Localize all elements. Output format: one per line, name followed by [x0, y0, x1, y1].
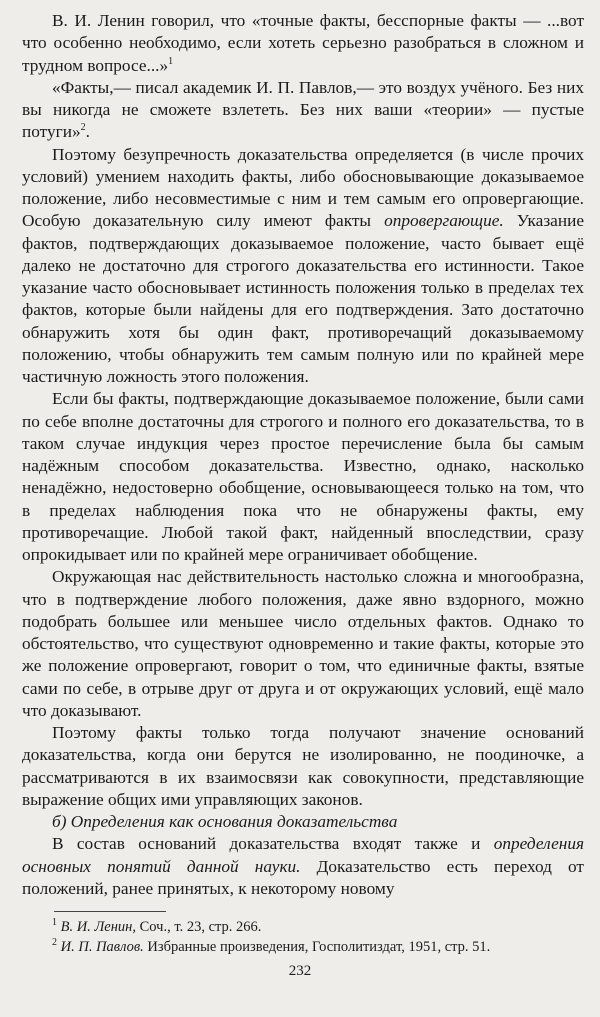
footnote-mark: 2: [52, 937, 57, 949]
footnote-author: И. П. Павлов.: [60, 939, 144, 955]
footnote-1: $^1$ В. И. Ленин, Соч., т. 23, стр. 266.: [52, 917, 262, 935]
paragraph-conclusion: Поэтому факты только тогда получают значение оснований доказательства, когда они берутся не изолированно, не поодиночке, а рассматриваются в их взаимосвязи как совокупности, представляющие выражение общих ими управляющих законов.: [22, 723, 584, 809]
paragraph-reality: Окружающая нас действительность настолько сложна и многообразна, что в подтверждение любого положения, даже явно вздорного, можно подобрать большее или меньшее число отдельных фактов. Однако то обстоятельство, что существуют одновременно и такие факты, которые это же положение опровергают, говорит о том, что единичные факты, взятые сами по себе, в отрыве друг от друга и от окружающих условий, ещё мало что доказывают.: [22, 567, 584, 720]
emphasis-text: определения основных понятий данной науки.: [22, 834, 584, 876]
book-page: [22, 10, 584, 957]
section-heading: б) Определения как основания доказательства: [52, 812, 398, 831]
footnote-reference[interactable]: 2: [80, 122, 86, 134]
paragraph-definitions: В состав оснований доказательства входят также и определения основных понятий данной науки. Доказательство есть переход от положений, ранее принятых, к некоторому новому: [22, 834, 584, 898]
footnote-reference[interactable]: 1: [168, 55, 174, 67]
footnote-author: В. И. Ленин,: [60, 919, 136, 935]
paragraph-induction: Если бы факты, подтверждающие доказываемое положение, были сами по себе вполне достаточны для строгого и полного его доказательства, то в таком случае индукция через простое перечисление была бы самым надёжным способом доказательства. Известно, однако, насколько ненадёжно, недостоверно обобщение, основывающееся только на том, что в пределах наблюдения пока что не обнаружены факты, ему противоречащие. Любой такой факт, найденный впоследствии, сразу опрокидывает или по крайней мере ограничивает обобщение.: [22, 389, 584, 564]
paragraph-refuting-facts: Поэтому безупречность доказательства определяется (в числе прочих условий) умением находить факты, либо обосновывающие доказываемое положение, либо несовместимые с ним и тем самым его опровергающие. Особую доказательную силу имеют факты опровергающие. Указание фактов, подтверждающих доказываемое положение, часто бывает ещё далеко не достаточно для строгого доказательства его истинности. Такое указание часто обосновывает истинность положения только в пределах тех фактов, которые были найдены для его подтверждения. Зато достаточно обнаружить хотя бы один факт, противоречащий доказываемому положению, чтобы обнаружить тем самым полную или по крайней мере частичную ложность этого положения.: [22, 144, 584, 386]
footnote-2: $^2$ И. П. Павлов. Избранные произведения, Госполитиздат, 1951, стр. 51.: [52, 937, 491, 955]
emphasis-text: опровергающие.: [384, 211, 504, 231]
footnote-divider: [54, 911, 166, 912]
paragraph-lenin-quote: В. И. Ленин говорил, что «точные факты, бесспорные факты — ...вот что особенно необходимо, если хотеть серьезно разобраться в сложном и трудном вопросе...»$^1$: [22, 11, 584, 75]
footnote-mark: 1: [52, 917, 57, 929]
paragraph-pavlov-quote: «Факты,— писал академик И. П. Павлов,— это воздух учёного. Без них вы никогда не сможете взлететь. Без них ваши «теории» — пустые потуги»$^2$.: [22, 77, 584, 142]
page-number: 232: [288, 963, 312, 979]
